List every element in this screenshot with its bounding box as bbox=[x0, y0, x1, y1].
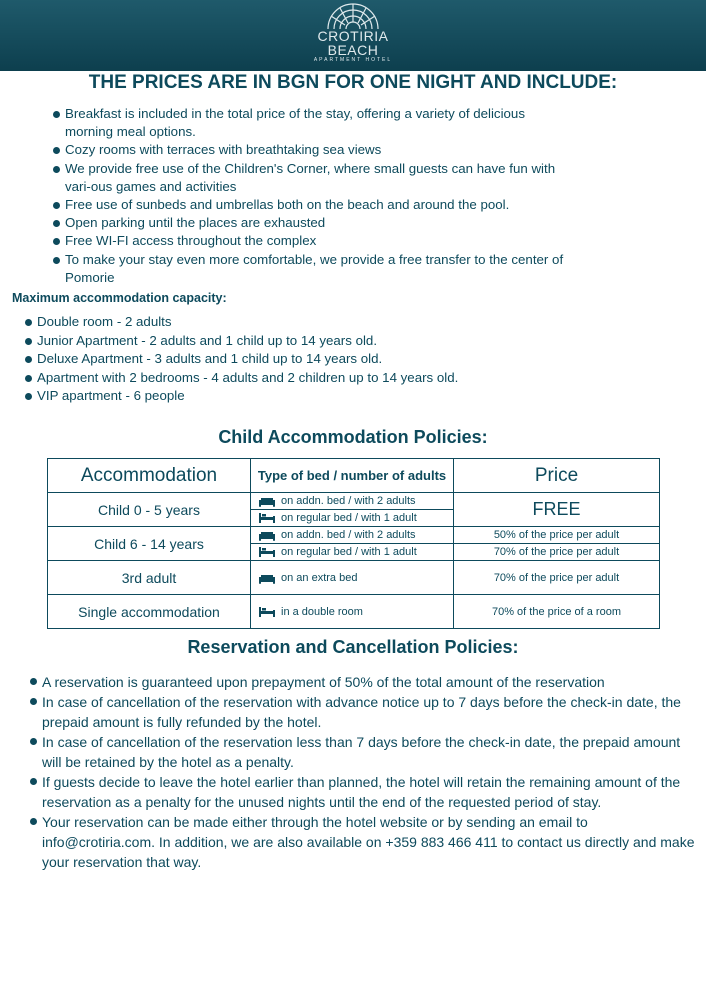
table-row bbox=[48, 595, 660, 629]
reservation-policies-title: Reservation and Cancellation Policies: bbox=[187, 637, 519, 657]
accommodation-cell: 3rd adult bbox=[48, 561, 251, 595]
list-item: Junior Apartment - 2 adults and 1 child up to 14 years old. bbox=[24, 332, 524, 351]
sofa-bed-icon bbox=[259, 529, 275, 541]
list-item: Free WI-FI access throughout the complex bbox=[52, 232, 572, 250]
bed-type-cell bbox=[251, 561, 454, 595]
hotel-logo bbox=[303, 2, 403, 70]
logo-tagline: APARTMENT HOTEL bbox=[313, 57, 393, 63]
bed-option bbox=[251, 563, 453, 593]
column-header: Accommodation bbox=[48, 459, 251, 493]
bed-option bbox=[251, 597, 453, 627]
logo-name-line1: CROTIRIA bbox=[317, 28, 389, 44]
list-item: Cozy rooms with terraces with breathtaking sea views bbox=[52, 141, 572, 159]
bed-icon bbox=[259, 546, 275, 558]
child-policies-title: Child Accommodation Policies: bbox=[218, 427, 488, 447]
logo-name-line2: BEACH bbox=[327, 42, 379, 58]
list-item: Breakfast is included in the total price of the stay, offering a variety of delicious morning meal options. bbox=[52, 105, 572, 141]
list-item: We provide free use of the Children's Corner, where small guests can have fun with vari-ous games and activities bbox=[52, 160, 572, 196]
accommodation-cell: Single accommodation bbox=[48, 595, 251, 629]
table-header-row bbox=[48, 459, 660, 493]
bed-option-label: on regular bed / with 1 adult bbox=[281, 512, 417, 524]
list-item: VIP apartment - 6 people bbox=[24, 387, 524, 406]
header-banner bbox=[0, 0, 706, 71]
bed-option-label: on addn. bed / with 2 adults bbox=[281, 529, 416, 541]
reservation-list bbox=[29, 672, 697, 872]
bed-option-label: on addn. bed / with 2 adults bbox=[281, 495, 416, 507]
list-item: In case of cancellation of the reservation with advance notice up to 7 days before the check-in date, the prepaid amount is fully refunded by the hotel. bbox=[29, 692, 697, 732]
table-row bbox=[48, 527, 660, 561]
sofa-bed-icon bbox=[259, 495, 275, 507]
list-item: In case of cancellation of the reservation less than 7 days before the check-in date, the prepaid amount will be retained by the hotel as a penalty. bbox=[29, 732, 697, 772]
bed-type-cell bbox=[251, 595, 454, 629]
column-header: Type of bed / number of adults bbox=[251, 459, 454, 493]
column-header: Price bbox=[454, 459, 660, 493]
price-option: 70% of the price per adult bbox=[454, 543, 659, 560]
list-item: If guests decide to leave the hotel earlier than planned, the hotel will retain the remaining amount of the reservation as a penalty for the unused nights until the end of the requested period of stay. bbox=[29, 772, 697, 812]
capacity-title: Maximum accommodation capacity: bbox=[12, 291, 227, 305]
price-cell: 70% of the price of a room bbox=[454, 595, 660, 629]
accommodation-cell: Child 0 - 5 years bbox=[48, 493, 251, 527]
bed-type-cell bbox=[251, 527, 454, 561]
bed-option bbox=[251, 527, 453, 543]
sofa-bed-icon bbox=[259, 572, 275, 584]
sunburst-logo-icon bbox=[318, 2, 388, 30]
accommodation-cell: Child 6 - 14 years bbox=[48, 527, 251, 561]
list-item: A reservation is guaranteed upon prepayment of 50% of the total amount of the reservation bbox=[29, 672, 697, 692]
list-item: To make your stay even more comfortable, we provide a free transfer to the center of Pomorie bbox=[52, 251, 572, 287]
table-row bbox=[48, 493, 660, 527]
price-option: 50% of the price per adult bbox=[493, 529, 620, 541]
bed-option bbox=[251, 493, 453, 509]
table-row bbox=[48, 561, 660, 595]
bed-icon bbox=[259, 606, 275, 618]
price-cell: 70% of the price per adult bbox=[454, 561, 660, 595]
bed-option-label: on an extra bed bbox=[281, 571, 358, 584]
bed-option-label: in a double room bbox=[281, 605, 363, 618]
child-policies-table bbox=[47, 458, 660, 629]
price-cell: FREE bbox=[454, 493, 660, 527]
price-cell bbox=[454, 527, 660, 561]
list-item: Double room - 2 adults bbox=[24, 313, 524, 332]
capacity-list bbox=[24, 313, 524, 406]
bed-icon bbox=[259, 512, 275, 524]
prices-title: THE PRICES ARE IN BGN FOR ONE NIGHT AND INCLUDE: bbox=[88, 72, 618, 93]
list-item: Open parking until the places are exhausted bbox=[52, 214, 572, 232]
bed-option bbox=[251, 543, 453, 560]
bed-type-cell bbox=[251, 493, 454, 527]
list-item: Free use of sunbeds and umbrellas both on the beach and around the pool. bbox=[52, 196, 572, 214]
includes-list bbox=[52, 105, 572, 287]
bed-option-label: on regular bed / with 1 adult bbox=[281, 546, 417, 558]
list-item: Your reservation can be made either through the hotel website or by sending an email to info@crotiria.com. In addition, we are also available on +359 883 466 411 to contact us directly and make your reservation that way. bbox=[29, 812, 697, 872]
bed-option bbox=[251, 509, 453, 526]
list-item: Apartment with 2 bedrooms - 4 adults and 2 children up to 14 years old. bbox=[24, 369, 524, 388]
list-item: Deluxe Apartment - 3 adults and 1 child up to 14 years old. bbox=[24, 350, 524, 369]
